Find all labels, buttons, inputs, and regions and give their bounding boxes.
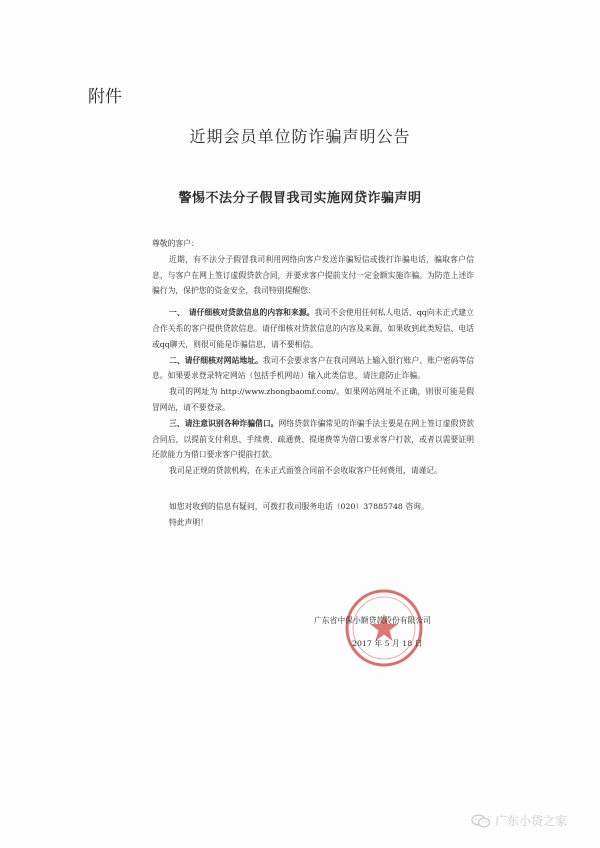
signer-name: 广东省中保小额贷款股份有限公司 bbox=[314, 616, 431, 625]
item-1-heading: 一、 请仔细核对贷款信息的内容和来源。 bbox=[169, 308, 315, 318]
page-title: 近期会员单位防诈骗声明公告 bbox=[189, 127, 411, 146]
note-paragraph: 我司是正规的贷款机构，在未正式面签合同前不会收取客户任何费用，请谨记。 bbox=[169, 466, 442, 476]
salutation: 尊敬的客户： bbox=[152, 239, 199, 248]
intro-paragraph: 近期，有不法分子假冒我司利用网络向客户发送诈骗短信或拨打诈骗电话，骗取客户信息，与客户在网上签订虚假贷款合同，并要求客户提前支付一定金额实施诈骗。为防范上述诈骗行为，保护您的资金安全，我司特别提醒您： bbox=[152, 254, 474, 296]
watermark bbox=[471, 812, 567, 829]
company-seal bbox=[344, 588, 424, 668]
item-3-text: 网络贷款诈骗常见的诈骗手法主要是在网上签订虚假贷款合同后，以提前支付利息、手续费、疏通费、提递费等为借口要求客户打款，或者以需要证明还款能力为借口要求客户提前打款。 bbox=[152, 418, 475, 460]
item-1-paragraph bbox=[152, 305, 474, 352]
attachment-label: 附件 bbox=[88, 87, 122, 107]
wechat-icon bbox=[471, 814, 491, 828]
signature-date: 2017 年 5 月 18 日 bbox=[352, 639, 423, 648]
item-2-text: 我司不会要求客户在我司网站上输入银行账户、账户密码等信息。如果要求登录特定网站（包括手机网站）输入此类信息，请注意防止诈骗。 bbox=[152, 355, 475, 381]
item-3-heading: 三、请注意识别各种诈骗借口。 bbox=[169, 418, 279, 428]
item-2-heading: 二、请仔细核对网站地址。 bbox=[169, 355, 263, 365]
item-2-url-paragraph: 我司的网址为 http://www.zhongbaomf.com/。如果网站网址不正确，则很可能是假冒网站，请不要登录。 bbox=[152, 387, 474, 412]
item-1-text: 我司不会使用任何私人电话、qq向未正式建立合作关系的客户提供贷款信息。请仔细核对贷款信息的内容及来源，如果收到此类短信、电话或qq聊天，则很可能是诈骗信息，请不要相信。 bbox=[152, 308, 474, 349]
contact-paragraph: 如您对收到的信息有疑问，可拨打我司服务电话（020）37885748 咨询。 bbox=[169, 501, 429, 511]
item-2-paragraph bbox=[152, 353, 474, 385]
watermark-text: 广东小贷之家 bbox=[495, 814, 568, 828]
closing-line: 特此声明！ bbox=[169, 517, 208, 527]
item-3-paragraph bbox=[152, 416, 474, 463]
statement-body bbox=[152, 236, 474, 531]
signature-block bbox=[300, 588, 480, 668]
statement-title: 警惕不法分子假冒我司实施网贷诈骗声明 bbox=[178, 191, 422, 206]
